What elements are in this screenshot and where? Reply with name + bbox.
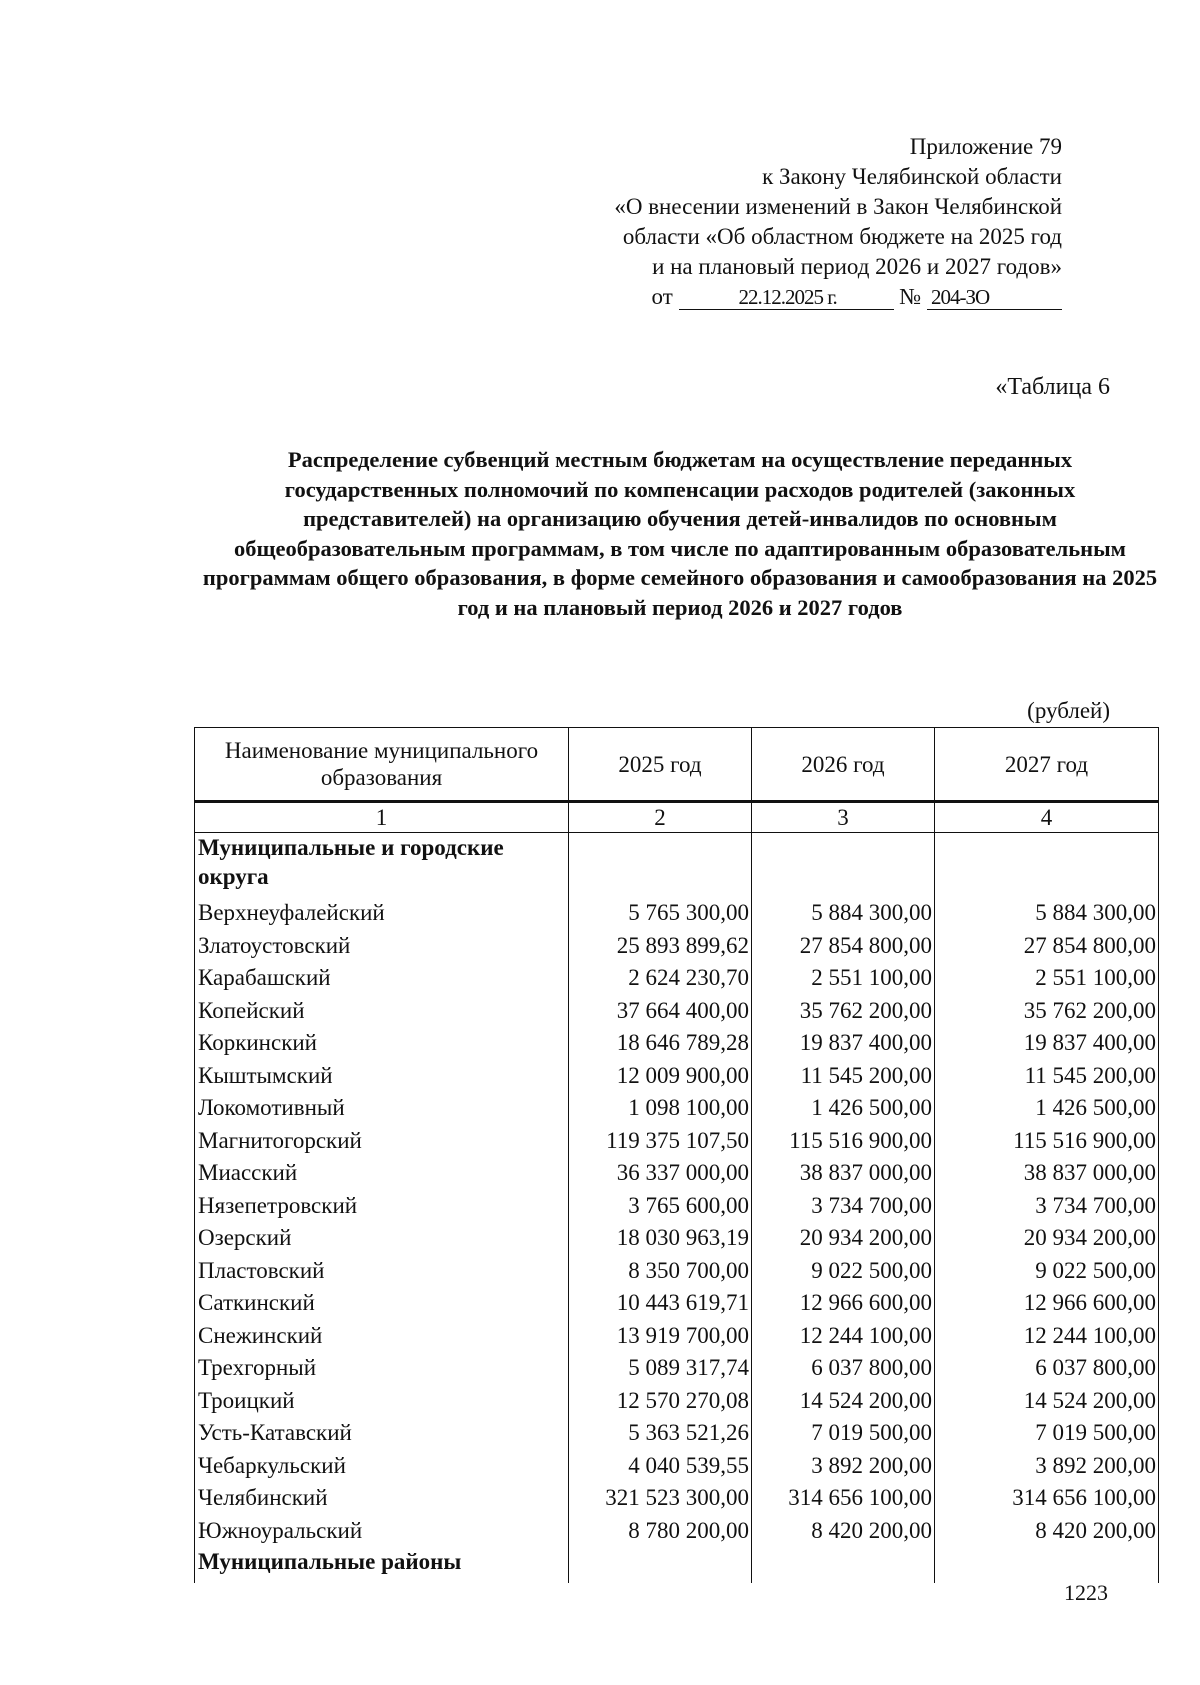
amount-2025: 13 919 700,00 — [569, 1320, 752, 1353]
table-row — [195, 995, 1159, 1028]
amount-2026: 9 022 500,00 — [752, 1255, 935, 1288]
amount-2027: 27 854 800,00 — [935, 930, 1159, 963]
law-number: 204-ЗО — [927, 285, 1062, 310]
amount-2027: 12 966 600,00 — [935, 1287, 1159, 1320]
amount-2027: 314 656 100,00 — [935, 1482, 1159, 1515]
column-number: 2 — [569, 802, 752, 833]
municipality-name: Чебаркульский — [195, 1450, 569, 1483]
amount-2026: 27 854 800,00 — [752, 930, 935, 963]
subvention-table — [194, 727, 1159, 1583]
amount-2025: 5 765 300,00 — [569, 897, 752, 930]
empty-cell — [935, 833, 1159, 898]
municipality-name: Снежинский — [195, 1320, 569, 1353]
section-heading-municipal-districts: Муниципальные районы — [195, 1547, 569, 1583]
table-row — [195, 1482, 1159, 1515]
amount-2027: 2 551 100,00 — [935, 962, 1159, 995]
amount-2026: 115 516 900,00 — [752, 1125, 935, 1158]
law-date: 22.12.2025 г. — [679, 285, 894, 310]
amount-2026: 12 966 600,00 — [752, 1287, 935, 1320]
column-number: 1 — [195, 802, 569, 833]
table-row — [195, 1222, 1159, 1255]
units-label: (рублей) — [1027, 698, 1110, 723]
law-reference-line: «О внесении изменений в Закон Челябинской — [614, 194, 1062, 219]
municipality-name: Трехгорный — [195, 1352, 569, 1385]
amount-2026: 38 837 000,00 — [752, 1157, 935, 1190]
municipality-name: Усть-Катавский — [195, 1417, 569, 1450]
table-row — [195, 1287, 1159, 1320]
appendix-header — [614, 132, 1062, 312]
amount-2025: 18 646 789,28 — [569, 1027, 752, 1060]
municipality-name: Озерский — [195, 1222, 569, 1255]
amount-2027: 115 516 900,00 — [935, 1125, 1159, 1158]
amount-2027: 5 884 300,00 — [935, 897, 1159, 930]
table-row — [195, 962, 1159, 995]
amount-2025: 4 040 539,55 — [569, 1450, 752, 1483]
amount-2027: 9 022 500,00 — [935, 1255, 1159, 1288]
municipality-name: Карабашский — [195, 962, 569, 995]
amount-2026: 314 656 100,00 — [752, 1482, 935, 1515]
page-number: 1223 — [1064, 1580, 1108, 1605]
law-reference-line: к Закону Челябинской области — [762, 164, 1062, 189]
municipality-name: Коркинский — [195, 1027, 569, 1060]
amount-2027: 7 019 500,00 — [935, 1417, 1159, 1450]
amount-2027: 38 837 000,00 — [935, 1157, 1159, 1190]
amount-2026: 20 934 200,00 — [752, 1222, 935, 1255]
amount-2025: 8 350 700,00 — [569, 1255, 752, 1288]
document-title: Распределение субвенций местным бюджетам на осуществление переданных государственных полномочий по компенсации расходов родителей (законных представителей) на организацию обучения детей-инвалидов по основным общеобразовательным программам, в том числе по адаптированным образовательным программам общего образования, в форме семейного образования и самообразования на 2025 год и на плановый период 2026 и 2027 годов — [202, 447, 1158, 620]
empty-cell — [752, 1547, 935, 1583]
section-heading-city-districts: Муниципальные и городские округа — [195, 833, 569, 898]
table-row — [195, 1255, 1159, 1288]
table-row — [195, 1352, 1159, 1385]
amount-2027: 1 426 500,00 — [935, 1092, 1159, 1125]
table-row — [195, 1515, 1159, 1548]
amount-2026: 11 545 200,00 — [752, 1060, 935, 1093]
section-row — [195, 1547, 1159, 1583]
amount-2025: 36 337 000,00 — [569, 1157, 752, 1190]
section-row — [195, 833, 1159, 898]
amount-2027: 3 892 200,00 — [935, 1450, 1159, 1483]
empty-cell — [935, 1547, 1159, 1583]
municipality-name: Троицкий — [195, 1385, 569, 1418]
table-row — [195, 1027, 1159, 1060]
law-date-number-line — [614, 282, 1062, 312]
law-reference-line: области «Об областном бюджете на 2025 год — [622, 224, 1062, 249]
municipality-name: Южноуральский — [195, 1515, 569, 1548]
table-row — [195, 1450, 1159, 1483]
amount-2026: 3 892 200,00 — [752, 1450, 935, 1483]
amount-2025: 18 030 963,19 — [569, 1222, 752, 1255]
amount-2026: 14 524 200,00 — [752, 1385, 935, 1418]
amount-2027: 14 524 200,00 — [935, 1385, 1159, 1418]
municipality-name: Саткинский — [195, 1287, 569, 1320]
amount-2025: 2 624 230,70 — [569, 962, 752, 995]
amount-2026: 6 037 800,00 — [752, 1352, 935, 1385]
amount-2026: 5 884 300,00 — [752, 897, 935, 930]
amount-2025: 321 523 300,00 — [569, 1482, 752, 1515]
amount-2026: 35 762 200,00 — [752, 995, 935, 1028]
amount-2026: 7 019 500,00 — [752, 1417, 935, 1450]
table-row — [195, 1320, 1159, 1353]
table-header-row — [195, 728, 1159, 802]
table-label: «Таблица 6 — [995, 374, 1110, 400]
amount-2025: 119 375 107,50 — [569, 1125, 752, 1158]
municipality-name: Миасский — [195, 1157, 569, 1190]
column-number-row — [195, 802, 1159, 833]
municipality-name: Верхнеуфалейский — [195, 897, 569, 930]
amount-2025: 5 363 521,26 — [569, 1417, 752, 1450]
amount-2025: 12 570 270,08 — [569, 1385, 752, 1418]
amount-2025: 25 893 899,62 — [569, 930, 752, 963]
amount-2027: 12 244 100,00 — [935, 1320, 1159, 1353]
amount-2027: 19 837 400,00 — [935, 1027, 1159, 1060]
amount-2025: 8 780 200,00 — [569, 1515, 752, 1548]
table-row — [195, 897, 1159, 930]
amount-2025: 12 009 900,00 — [569, 1060, 752, 1093]
column-number: 4 — [935, 802, 1159, 833]
municipality-name: Локомотивный — [195, 1092, 569, 1125]
from-label: от — [651, 284, 673, 309]
column-number: 3 — [752, 802, 935, 833]
municipality-name: Челябинский — [195, 1482, 569, 1515]
number-label: № — [899, 284, 922, 309]
amount-2026: 19 837 400,00 — [752, 1027, 935, 1060]
table-row — [195, 1190, 1159, 1223]
amount-2027: 20 934 200,00 — [935, 1222, 1159, 1255]
table-row — [195, 1125, 1159, 1158]
amount-2026: 8 420 200,00 — [752, 1515, 935, 1548]
table-row — [195, 1060, 1159, 1093]
table-row — [195, 930, 1159, 963]
column-header-2026: 2026 год — [752, 728, 935, 802]
amount-2027: 3 734 700,00 — [935, 1190, 1159, 1223]
amount-2027: 6 037 800,00 — [935, 1352, 1159, 1385]
amount-2025: 5 089 317,74 — [569, 1352, 752, 1385]
law-reference-line: и на плановый период 2026 и 2027 годов» — [652, 254, 1062, 279]
amount-2026: 1 426 500,00 — [752, 1092, 935, 1125]
municipality-name: Магнитогорский — [195, 1125, 569, 1158]
column-header-2027: 2027 год — [935, 728, 1159, 802]
amount-2027: 35 762 200,00 — [935, 995, 1159, 1028]
municipality-name: Златоустовский — [195, 930, 569, 963]
amount-2026: 3 734 700,00 — [752, 1190, 935, 1223]
municipality-name: Кыштымский — [195, 1060, 569, 1093]
municipality-name: Нязепетровский — [195, 1190, 569, 1223]
amount-2026: 12 244 100,00 — [752, 1320, 935, 1353]
empty-cell — [569, 1547, 752, 1583]
empty-cell — [752, 833, 935, 898]
table-row — [195, 1092, 1159, 1125]
empty-cell — [569, 833, 752, 898]
municipality-name: Копейский — [195, 995, 569, 1028]
municipality-name: Пластовский — [195, 1255, 569, 1288]
amount-2025: 10 443 619,71 — [569, 1287, 752, 1320]
amount-2025: 37 664 400,00 — [569, 995, 752, 1028]
table-row — [195, 1157, 1159, 1190]
table-row — [195, 1417, 1159, 1450]
amount-2027: 8 420 200,00 — [935, 1515, 1159, 1548]
amount-2025: 3 765 600,00 — [569, 1190, 752, 1223]
appendix-title: Приложение 79 — [909, 134, 1062, 159]
amount-2026: 2 551 100,00 — [752, 962, 935, 995]
amount-2027: 11 545 200,00 — [935, 1060, 1159, 1093]
column-header-2025: 2025 год — [569, 728, 752, 802]
column-header-municipality: Наименование муниципального образования — [195, 728, 569, 802]
amount-2025: 1 098 100,00 — [569, 1092, 752, 1125]
table-row — [195, 1385, 1159, 1418]
